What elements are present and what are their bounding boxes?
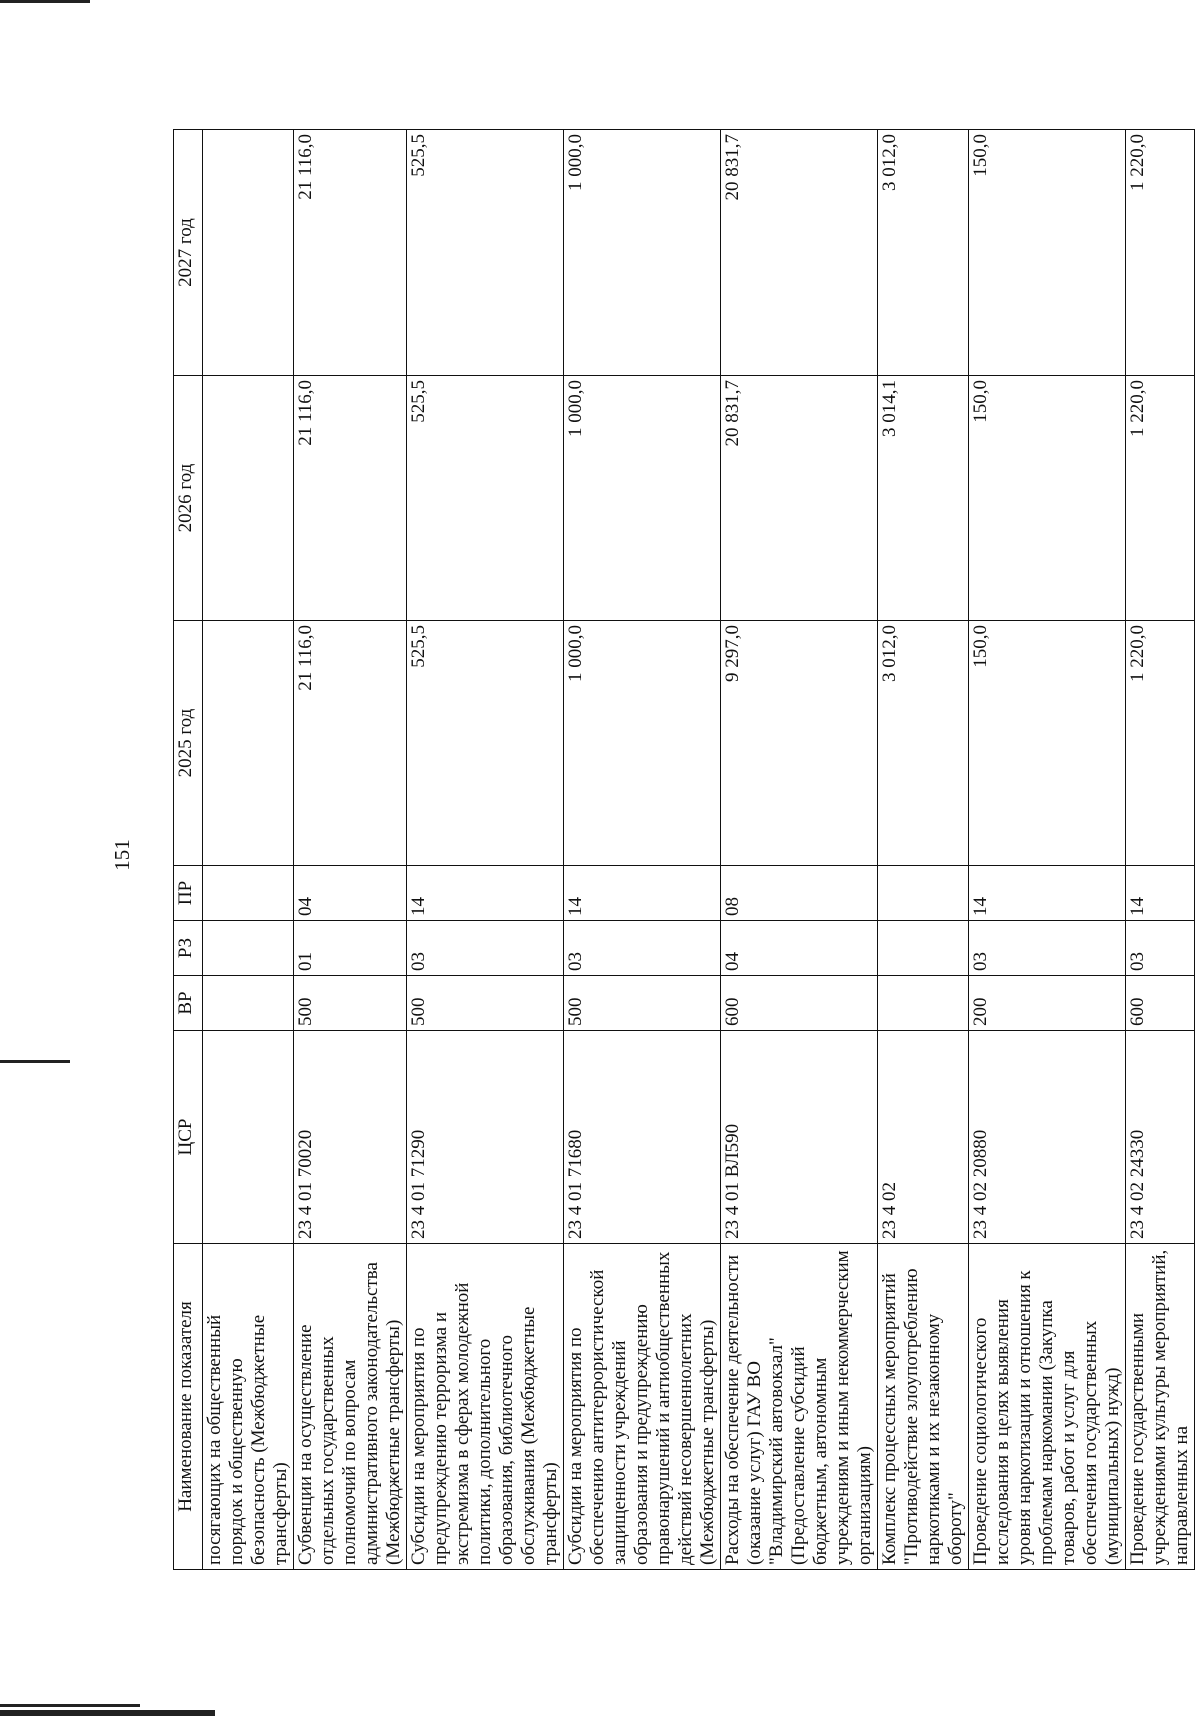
table-row <box>564 130 721 1570</box>
row-csr: 23 4 01 ВЛ590 <box>721 1031 878 1244</box>
budget-table <box>173 129 1195 1570</box>
row-rz <box>878 921 969 976</box>
scan-edge-mark <box>0 1710 215 1716</box>
row-csr: 23 4 02 <box>878 1031 969 1244</box>
row-2026: 21 116,0 <box>294 376 407 621</box>
row-pr <box>203 866 294 921</box>
row-pr: 14 <box>1126 866 1195 921</box>
row-pr: 14 <box>564 866 721 921</box>
table-row <box>203 130 294 1570</box>
row-csr: 23 4 02 24330 <box>1126 1031 1195 1244</box>
row-vr: 600 <box>721 976 878 1031</box>
row-pr: 04 <box>294 866 407 921</box>
row-rz: 01 <box>294 921 407 976</box>
row-pr <box>878 866 969 921</box>
row-rz: 03 <box>969 921 1126 976</box>
row-vr <box>878 976 969 1031</box>
row-pr: 14 <box>407 866 564 921</box>
scan-edge-mark <box>0 0 90 3</box>
row-2026: 525,5 <box>407 376 564 621</box>
row-2025: 9 297,0 <box>721 621 878 866</box>
row-2027: 21 116,0 <box>294 130 407 376</box>
row-name: Субвенции на осуществление отдельных государственных полномочий по вопросам административного законодательства (Межбюджетные трансферты) <box>294 1244 407 1570</box>
scan-edge-mark <box>0 1060 70 1063</box>
row-2026: 20 831,7 <box>721 376 878 621</box>
row-2026: 150,0 <box>969 376 1126 621</box>
row-csr: 23 4 01 71680 <box>564 1031 721 1244</box>
row-2025: 1 000,0 <box>564 621 721 866</box>
row-2026 <box>203 376 294 621</box>
row-name: Комплекс процессных мероприятий "Противодействие злоупотреблению наркотиками и их незаконному обороту" <box>878 1244 969 1570</box>
row-2027: 150,0 <box>969 130 1126 376</box>
row-2025: 1 220,0 <box>1126 621 1195 866</box>
row-rz: 04 <box>721 921 878 976</box>
row-2025: 150,0 <box>969 621 1126 866</box>
row-rz: 03 <box>407 921 564 976</box>
rotated-page <box>105 105 1192 1605</box>
row-2027: 1 220,0 <box>1126 130 1195 376</box>
row-2027: 3 012,0 <box>878 130 969 376</box>
header-2027: 2027 год <box>174 130 203 376</box>
row-csr: 23 4 02 20880 <box>969 1031 1126 1244</box>
table-row <box>878 130 969 1570</box>
row-2026: 1 220,0 <box>1126 376 1195 621</box>
row-2027: 20 831,7 <box>721 130 878 376</box>
row-vr <box>203 976 294 1031</box>
table-row <box>294 130 407 1570</box>
row-csr: 23 4 01 71290 <box>407 1031 564 1244</box>
row-vr: 500 <box>407 976 564 1031</box>
row-csr <box>203 1031 294 1244</box>
row-rz: 03 <box>564 921 721 976</box>
header-vr: ВР <box>174 976 203 1031</box>
row-pr: 14 <box>969 866 1126 921</box>
page-number: 151 <box>110 839 134 871</box>
row-rz: 03 <box>1126 921 1195 976</box>
header-csr: ЦСР <box>174 1031 203 1244</box>
row-name: Субсидии на мероприятия по обеспечению антитеррористической защищенности учреждений образования и предупреждению правонарушений и антиобщественных действий несовершеннолетних (Межбюджетные трансферты) <box>564 1244 721 1570</box>
header-2026: 2026 год <box>174 376 203 621</box>
scan-edge-mark <box>0 1704 140 1707</box>
row-vr: 600 <box>1126 976 1195 1031</box>
row-name: Субсидии на мероприятия по предупреждению терроризма и экстремизма в сферах молодежной политики, дополнительного образования, библиотечного обслуживания (Межбюджетные трансферты) <box>407 1244 564 1570</box>
row-vr: 500 <box>294 976 407 1031</box>
header-pr: ПР <box>174 866 203 921</box>
row-rz <box>203 921 294 976</box>
row-2025: 3 012,0 <box>878 621 969 866</box>
row-2025 <box>203 621 294 866</box>
row-2027: 525,5 <box>407 130 564 376</box>
row-2027 <box>203 130 294 376</box>
row-2025: 21 116,0 <box>294 621 407 866</box>
row-name: посягающих на общественный порядок и общественную безопасность (Межбюджетные трансферты) <box>203 1244 294 1570</box>
row-2025: 525,5 <box>407 621 564 866</box>
header-name: Наименование показателя <box>174 1244 203 1570</box>
table-row <box>969 130 1126 1570</box>
row-vr: 200 <box>969 976 1126 1031</box>
row-csr: 23 4 01 70020 <box>294 1031 407 1244</box>
table-row <box>1126 130 1195 1570</box>
row-name: Расходы на обеспечение деятельности (оказание услуг) ГАУ ВО "Владимирский автовокзал" (Предоставление субсидий бюджетным, автономным учреждениям и иным некоммерческим организациям) <box>721 1244 878 1570</box>
row-vr: 500 <box>564 976 721 1031</box>
row-name: Проведение государственными учреждениями культуры мероприятий, направленных на <box>1126 1244 1195 1570</box>
row-pr: 08 <box>721 866 878 921</box>
header-2025: 2025 год <box>174 621 203 866</box>
row-2026: 3 014,1 <box>878 376 969 621</box>
row-name: Проведение социологического исследования в целях выявления уровня наркотизации и отношения к проблемам наркомании (Закупка товаров, работ и услуг для обеспечения государственных (муниципальных) нужд) <box>969 1244 1126 1570</box>
table-row <box>407 130 564 1570</box>
table-header-row <box>174 130 203 1570</box>
row-2026: 1 000,0 <box>564 376 721 621</box>
table-row <box>721 130 878 1570</box>
row-2027: 1 000,0 <box>564 130 721 376</box>
header-rz: РЗ <box>174 921 203 976</box>
